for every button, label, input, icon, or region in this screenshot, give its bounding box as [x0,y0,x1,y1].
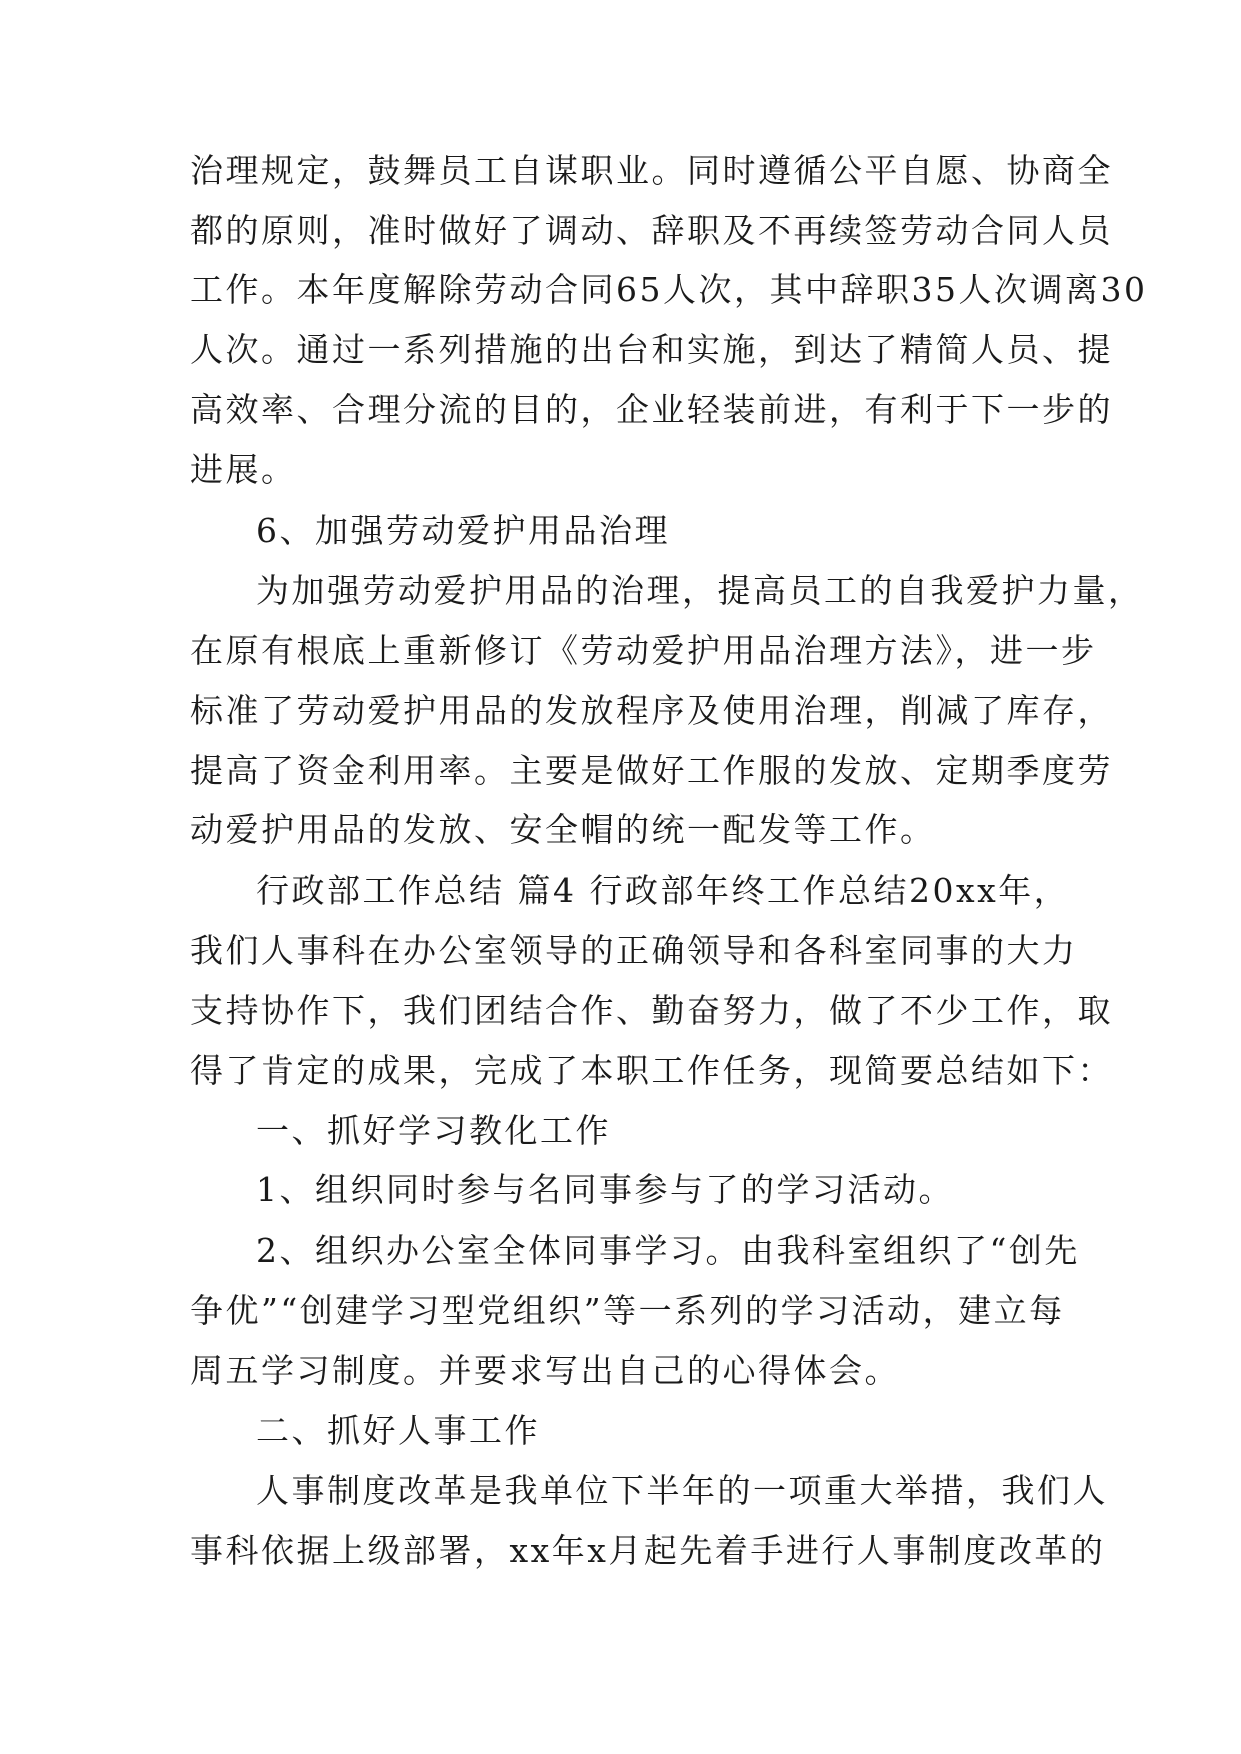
text-line: 2、组织办公室全体同事学习。由我科室组织了“创先 [256,1231,1080,1270]
text-line: 周五学习制度。并要求写出自己的心得体会。 [190,1351,900,1390]
text-line: 人次。通过一系列措施的出台和实施，到达了精简人员、提 [190,330,1113,369]
text-line: 都的原则，准时做好了调动、辞职及不再续签劳动合同人员 [190,211,1113,250]
text-line: 动爱护用品的发放、安全帽的统一配发等工作。 [190,810,936,849]
text-line: 提高了资金利用率。主要是做好工作服的发放、定期季度劳 [190,751,1113,790]
text-line: 行政部工作总结 篇4 行政部年终工作总结20xx年， [256,871,1070,910]
text-line: 得了肯定的成果，完成了本职工作任务，现简要总结如下： [190,1051,1113,1090]
text-line: 高效率、合理分流的目的，企业轻装前进，有利于下一步的 [190,390,1113,429]
text-line: 治理规定，鼓舞员工自谋职业。同时遵循公平自愿、协商全 [190,151,1113,190]
text-line: 人事制度改革是我单位下半年的一项重大举措，我们人 [256,1471,1108,1510]
text-line: 事科依据上级部署，xx年x月起先着手进行人事制度改革的 [190,1531,1106,1570]
text-line: 工作。本年度解除劳动合同65人次，其中辞职35人次调离30 [190,270,1148,309]
text-line: 支持协作下，我们团结合作、勤奋努力，做了不少工作，取 [190,991,1113,1030]
text-line: 标准了劳动爱护用品的发放程序及使用治理，削减了库存， [190,691,1113,730]
text-line: 1、组织同时参与名同事参与了的学习活动。 [256,1170,954,1209]
text-line: 我们人事科在办公室领导的正确领导和各科室同事的大力 [190,931,1078,970]
text-line: 进展。 [190,450,297,489]
section-heading: 一、抓好学习教化工作 [256,1111,611,1150]
text-line: 在原有根底上重新修订《劳动爱护用品治理方法》，进一步 [190,631,1097,670]
text-line: 为加强劳动爱护用品的治理，提高员工的自我爱护力量， [256,571,1144,610]
section-heading: 6、加强劳动爱护用品治理 [256,511,670,550]
section-heading: 二、抓好人事工作 [256,1411,540,1450]
text-line: 争优”“创建学习型党组织”等一系列的学习活动，建立每 [190,1291,1065,1330]
